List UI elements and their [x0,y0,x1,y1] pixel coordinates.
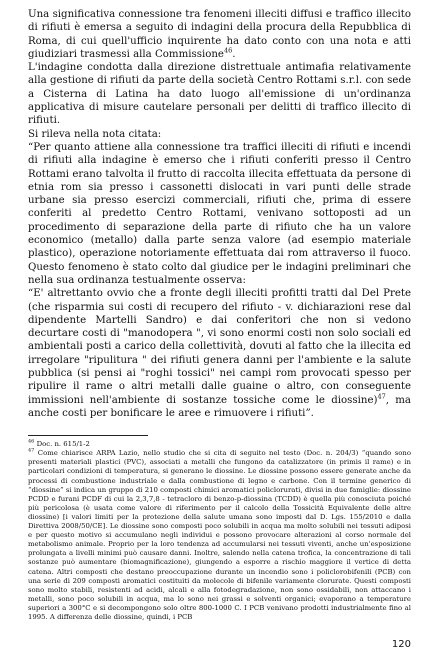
paragraph-1 [28,8,411,61]
footnote-text: Come chiarisce ARPA Lazio, nello studio che si cita di seguito nel testo (Doc. n. 204/3) “quando sono presenti materiali plastici (PVC), associati a metalli che fungono da catalizzatore (in primis il rame) e in particolari condizioni di temperatura, si generano le diossine. Le diossine possono essere generate anche da processi di combustione industriale e dalla combustione di legno e carbone. Con il termine generico di “diossine” si indica un gruppo di 210 composti chimici aromatici policlorurati, divisi in due famiglie: diossine PCDD e furani PCDF di cui la 2,3,7,8 - tetracloro di benzo-p-diossina (TCDD) è quella più conosciuta poiché più pericolosa (è usata come valore di riferimento per il calcolo della Tossicità Equivalente delle altre diossine) [i valori limiti per la protezione della salute umana sono imposti dal D. Lgs. 155/2010 e dalla Direttiva 2008/50/CE]. Le diossine sono composti poco solubili in acqua ma molto solubili nei tessuti adiposi e per questo motivo si accumulano negli individui e possono provocare alterazioni al corso normale del metabolismo animale. Proprio per la loro tendenza ad accumularsi nei tessuti viventi, anche un'esposizione prolungata a livelli minimi può causare danni. Inoltre, salendo nella catena trofica, la concentrazione di tali sostanze può aumentare (biomagnificazione), giungendo a esporre a rischio maggiore il vertice di detta catena. Altri composti che destano preoccupazione durante un incendio sono i policlorobifenili (PCB) con una serie di 209 composti aromatici costituiti da molecole di bifenile variamente clorurate. Questi composti sono molto stabili, resistenti ad acidi, alcali e alla fotodegradazione, non sono ossidabili, non attaccano i metalli, sono poco solubili in acqua, ma lo sono nei grassi e solventi organici; evaporano a temperature superiori a 300°C e si decompongono solo oltre 800-1000 C. I PCB venivano prodotti industrialmente fino al 1995. A differenza delle diossine, quindi, i PCB [28,449,411,621]
paragraph-1-end: . [232,48,236,60]
page-number: 120 [391,639,411,650]
footnote-divider [28,435,148,436]
quote-paragraph-1: “Per quanto attiene alla connessione tra traffici illeciti di rifiuti e incendi di rifiuti alla indagine è emerso che i rifiuti conferiti presso il Centro Rottami erano talvolta il frutto di raccolta illecita effettuata da persone di etnia rom sia presso i cassonetti dislocati in vari punti delle strade urbane sia presso esercizi commerciali, rifiuti che, prima di essere conferiti al predetto Centro Rottami, venivano sottoposti ad un procedimento di separazione della parte di rifiuto che ha un valore economico (metallo) dalla parte senza valore (ad esempio materiale plastico), operazione notoriamente effettuata dai rom attraverso il fuoco. Questo fenomeno è stato colto dal giudice per le indagini preliminari che nella sua ordinanza testualmente osserva: [28,141,411,286]
quote-paragraph-2-end: , ma anche costi per bonificare le aree e rimuovere i rifiuti”. [28,394,412,419]
footnote-ref-46[interactable]: 46 [223,46,233,55]
quote-paragraph-2 [28,287,411,420]
main-text [28,8,411,420]
paragraph-3: Si rileva nella nota citata: [28,128,162,140]
footnote-number: 47 [28,448,35,454]
paragraph-1-text: Una significativa connessione tra fenomeni illeciti diffusi e traffico illecito di rifiuti è emersa a seguito di indagini della procura della Repubblica di Roma, di cui quell'ufficio inquirente ha dato conto con una nota e atti giudiziari trasmessi alla Commissione [28,9,411,60]
quote-paragraph-2-text: “E' altrettanto ovvio che a fronte degli illeciti profitti tratti dal Del Prete (che risparmia sui costi di recupero del rifiuto - v. dichiarazioni rese dal dipendente Martelli Sandro) e dai conferitori che non si vedono decurtare costi di "manodopera ", vi sono enormi costi non solo sociali ed ambientali posti a carico della collettività, dovuti al fatto che la illecita ed irregolare "ripulitura " dei rifiuti genera danni per l'ambiente e la salute pubblica (si pensi ai "roghi tossici" nei campi rom provocati spesso per ripulire il rame o altri metalli dalle guaine o altro, con conseguente immissioni nell'ambiente di sostanze tossiche come le diossine) [28,288,411,406]
footnote-ref-47[interactable]: 47 [377,392,386,401]
footnote-text: Doc. n. 615/1-2 [34,440,90,449]
paragraph-2: L'indagine condotta dalla direzione distrettuale antimafia relativamente alla gestione di rifiuti da parte della società Centro Rottami s.r.l. con sede a Cisterna di Latina ha dato luogo all'emissione di un'ordinanza applicativa di misure cautelare personali per delitti di traffico illecito di rifiuti. [28,62,411,127]
footnotes [28,440,411,622]
footnote-47 [28,449,411,622]
footnote-46 [28,440,411,449]
footnote-number: 46 [28,438,35,445]
